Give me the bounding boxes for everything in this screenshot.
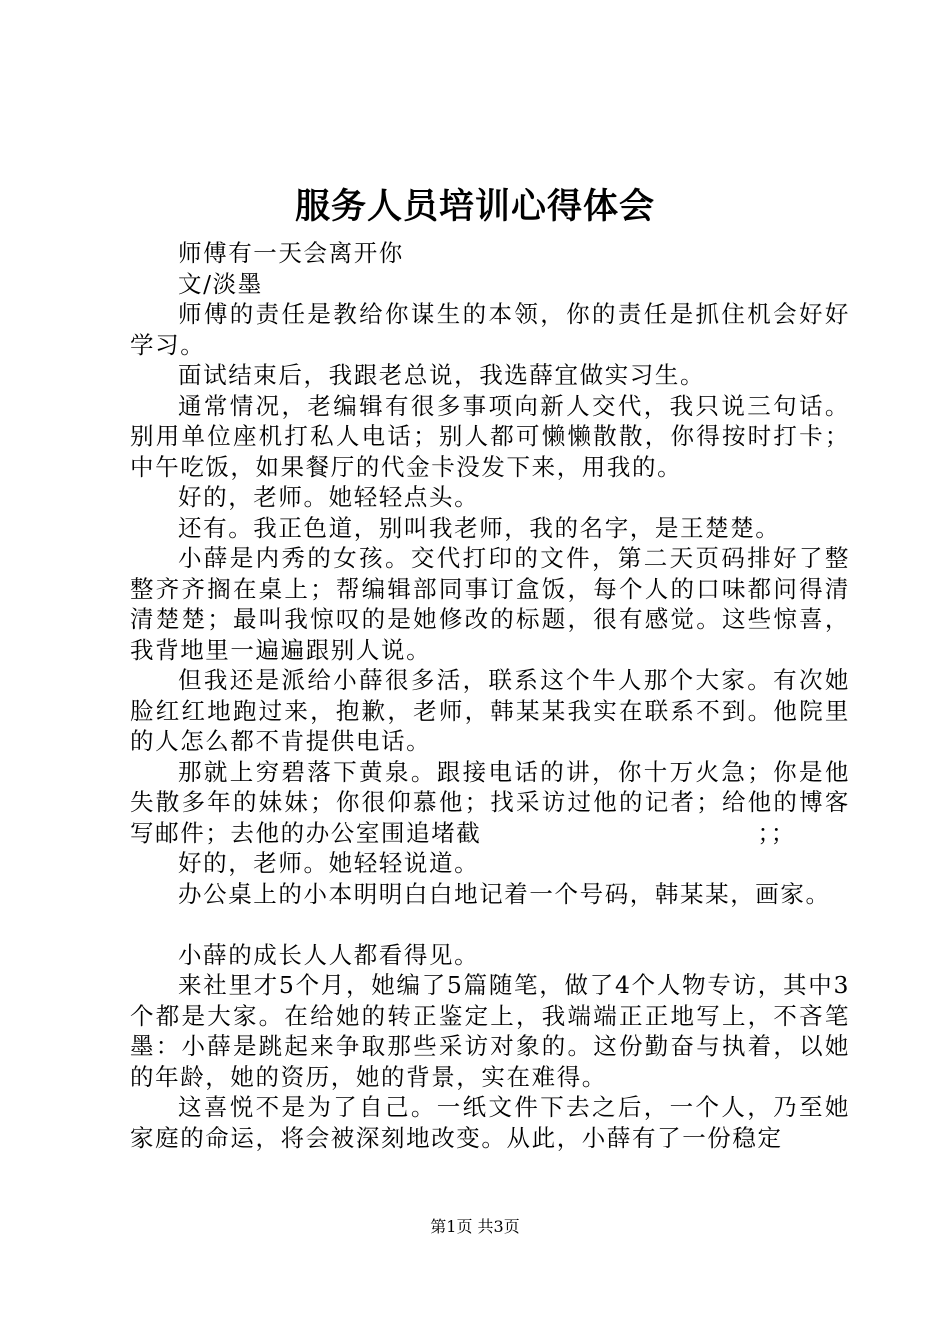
blank-line	[130, 909, 850, 940]
document-body	[130, 238, 850, 1153]
paragraph-3: 师傅的责任是教给你谋生的本领，你的责任是抓住机会好好学习。	[130, 300, 850, 359]
paragraph-6: 好的，老师。她轻轻点头。	[178, 483, 480, 511]
paragraph-1: 师傅有一天会离开你	[178, 239, 404, 267]
paragraph-8: 小薛是内秀的女孩。交代打印的文件，第二天页码排好了整整齐齐搁在桌上；帮编辑部同事订盒饭，每个人的口味都问得清清楚楚；最叫我惊叹的是她修改的标题，很有感觉。这些惊喜，我背地里一遍遍跟别人说。	[130, 544, 850, 664]
paragraph-7: 还有。我正色道，别叫我老师，我的名字，是王楚楚。	[178, 513, 781, 542]
paragraph-9: 但我还是派给小薛很多活，联系这个牛人那个大家。有次她脸红红地跑过来，抱歉，老师，韩某某我实在联系不到。他院里的人怎么都不肯提供电话。	[130, 666, 850, 755]
paragraph-2: 文/淡墨	[178, 269, 263, 298]
paragraph-12: 办公桌上的小本明明白白地记着一个号码，韩某某，画家。	[178, 879, 831, 908]
paragraph-14: 来社里才5个月，她编了5篇随笔，做了4个人物专访，其中3个都是大家。在给她的转正鉴定上，我端端正正地写上，不吝笔墨：小薛是跳起来争取那些采访对象的。这份勤奋与执着，以她的年龄，她的资历，她的背景，实在难得。	[130, 971, 850, 1091]
paragraph-4: 面试结束后，我跟老总说，我选薛宜做实习生。	[178, 361, 706, 389]
paragraph-10: 那就上穷碧落下黄泉。跟接电话的讲，你十万火急；你是他失散多年的妹妹；你很仰慕他；找采访过他的记者；给他的博客写邮件；去他的办公室围追堵截 ；；	[130, 757, 850, 847]
paragraph-15: 这喜悦不是为了自己。一纸文件下去之后，一个人，乃至她家庭的命运，将会被深刻地改变。从此，小薛有了一份稳定	[130, 1093, 850, 1152]
paragraph-5: 通常情况，老编辑有很多事项向新人交代，我只说三句话。别用单位座机打私人电话；别人都可懒懒散散，你得按时打卡；中午吃饭，如果餐厅的代金卡没发下来，用我的。	[130, 391, 850, 481]
paragraph-11: 好的，老师。她轻轻说道。	[178, 849, 480, 877]
document-title: 服务人员培训心得体会	[294, 186, 655, 227]
paragraph-13: 小薛的成长人人都看得见。	[178, 940, 480, 969]
page-footer: 第1页 共3页	[430, 1217, 520, 1236]
